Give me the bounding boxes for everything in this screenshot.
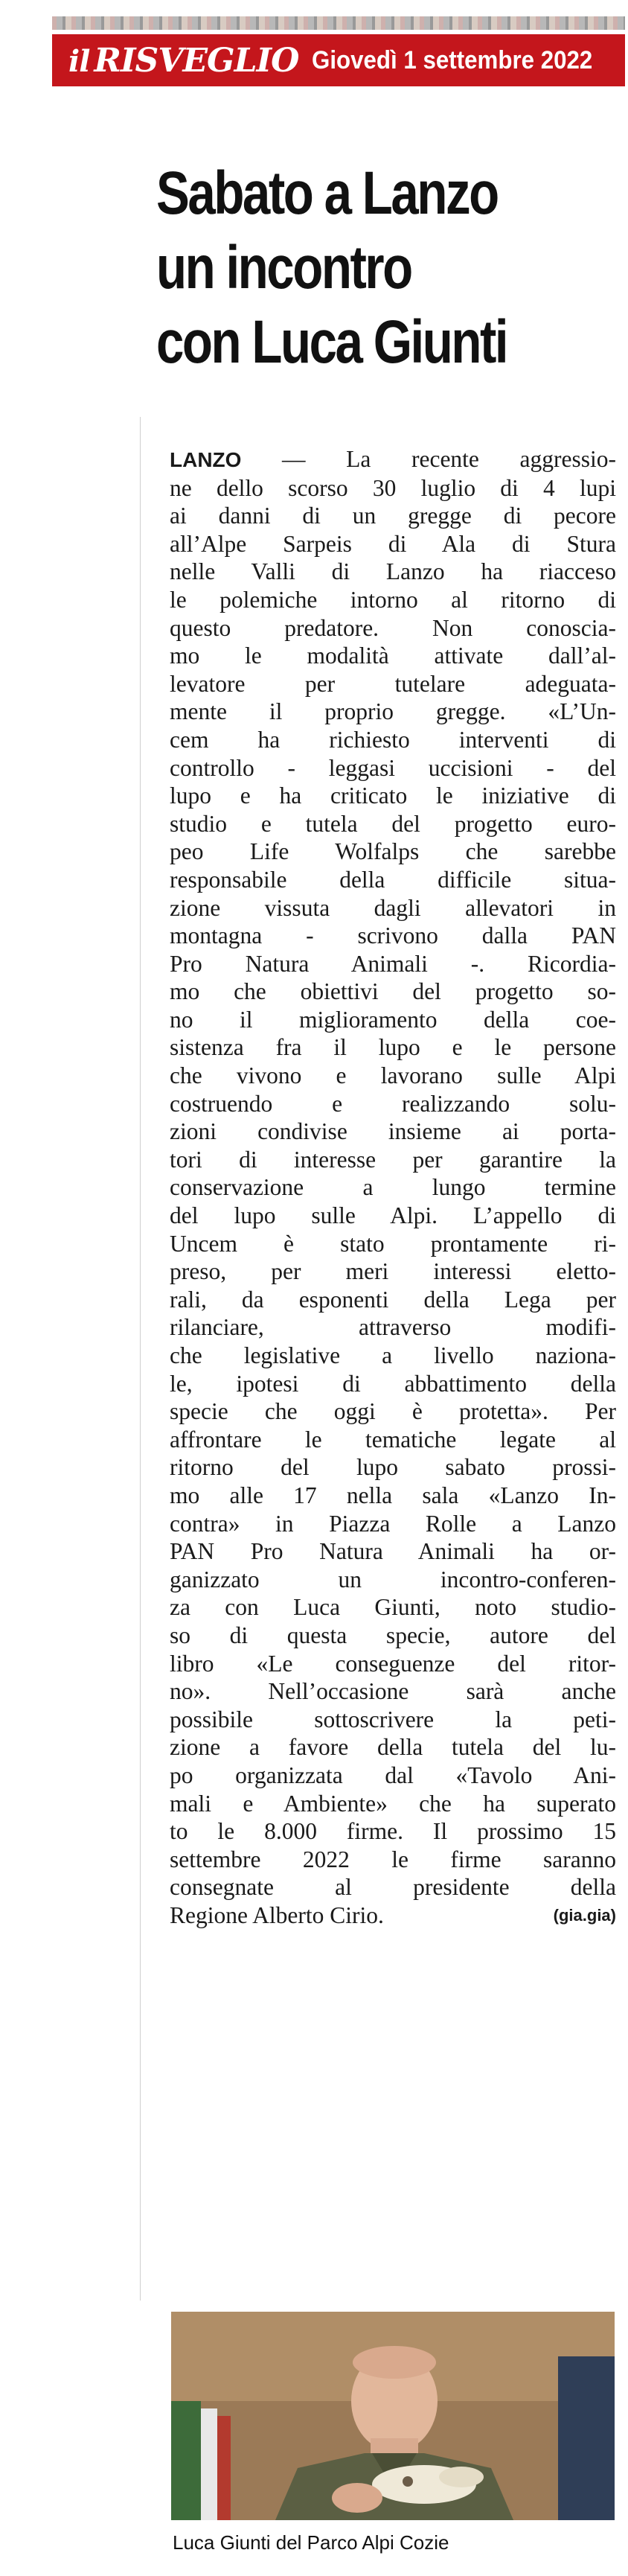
article-line: all’Alpe Sarpeis di Ala di Stura [170, 530, 616, 557]
author-signature: (gia.gia) [553, 1905, 616, 1925]
article-line: peo Life Wolfalps che sarebbe [170, 838, 616, 865]
article-line: studio e tutela del progetto euro- [170, 810, 616, 837]
issue-date: Giovedì 1 settembre 2022 [312, 45, 593, 74]
article-line: zioni condivise insieme ai porta- [170, 1118, 616, 1145]
article-line: po organizzata dal «Tavolo Ani- [170, 1762, 616, 1788]
article-line: za con Luca Giunti, noto studio- [170, 1594, 616, 1621]
article-photo [171, 2312, 615, 2520]
article-line: so di questa specie, autore del [170, 1622, 616, 1648]
article-line: ganizzato un incontro-conferen- [170, 1566, 616, 1593]
article-line: del lupo sulle Alpi. L’appello di [170, 1202, 616, 1229]
article-line: preso, per meri interessi eletto- [170, 1258, 616, 1285]
article-line: responsabile della difficile situa- [170, 866, 616, 893]
article-line: mo le modalità attivate dall’al- [170, 643, 616, 669]
article-line: rilanciare, attraverso modifi- [170, 1314, 616, 1341]
top-decorative-strip [52, 16, 625, 30]
article-line: lupo e ha criticato le iniziative di [170, 782, 616, 809]
article-line: Uncem è stato prontamente ri- [170, 1230, 616, 1257]
article-line: conservazione a lungo termine [170, 1174, 616, 1201]
article-line: costruendo e realizzando solu- [170, 1090, 616, 1117]
article-line: controllo - leggasi uccisioni - del [170, 754, 616, 781]
article-line: cem ha richiesto interventi di [170, 726, 616, 753]
article-line: mente il proprio gregge. «L’Un- [170, 698, 616, 725]
headline-line: Sabato a Lanzo [156, 159, 498, 227]
article-line: mo alle 17 nella sala «Lanzo In- [170, 1482, 616, 1508]
headline-line: un incontro [156, 234, 411, 302]
article-line: libro «Le conseguenze del ritor- [170, 1650, 616, 1677]
article-line: no». Nell’occasione sarà anche [170, 1678, 616, 1705]
article-body [170, 445, 616, 1929]
article-line: PAN Pro Natura Animali ha or- [170, 1538, 616, 1565]
article-line: no il miglioramento della coe- [170, 1006, 616, 1033]
article-line: ai danni di un gregge di pecore [170, 503, 616, 529]
article-line: le polemiche intorno al ritorno di [170, 586, 616, 613]
article-line: rali, da esponenti della Lega per [170, 1286, 616, 1313]
article-line: affrontare le tematiche legate al [170, 1426, 616, 1453]
photo-illustration [171, 2312, 615, 2520]
headline-line: con Luca Giunti [156, 308, 507, 376]
article-line: le, ipotesi di abbattimento della [170, 1370, 616, 1397]
article-line: questo predatore. Non conoscia- [170, 614, 616, 641]
column-rule [140, 417, 141, 2301]
article-headline [156, 156, 618, 380]
logo-name: RISVEGLIO [94, 41, 299, 80]
logo-prefix: il [68, 43, 90, 79]
masthead [52, 34, 625, 86]
article-line: possibile sottoscrivere la peti- [170, 1706, 616, 1732]
newspaper-logo [68, 42, 298, 80]
article-line: settembre 2022 le firme saranno [170, 1846, 616, 1872]
article-line: zione vissuta dagli allevatori in [170, 894, 616, 921]
article-line: levatore per tutelare adeguata- [170, 670, 616, 697]
article-line: montagna - scrivono dalla PAN [170, 922, 616, 949]
article-line: ne dello scorso 30 luglio di 4 lupi [170, 474, 616, 501]
article-line: Pro Natura Animali -. Ricordia- [170, 950, 616, 977]
article-line: che legislative a livello naziona- [170, 1342, 616, 1368]
photo-caption: Luca Giunti del Parco Alpi Cozie [173, 2531, 449, 2554]
article-line: zione a favore della tutela del lu- [170, 1734, 616, 1761]
body-lines [170, 474, 616, 1901]
article-line: to le 8.000 firme. Il prossimo 15 [170, 1818, 616, 1845]
dateline: LANZO [170, 448, 242, 471]
article-line: nelle Valli di Lanzo ha riacceso [170, 558, 616, 585]
article-line: mo che obiettivi del progetto so- [170, 978, 616, 1005]
last-line-text: Regione Alberto Cirio. [170, 1901, 384, 1928]
article-line: contra» in Piazza Rolle a Lanzo [170, 1510, 616, 1537]
article-line: che vivono e lavorano sulle Alpi [170, 1062, 616, 1089]
article-line: ritorno del lupo sabato prossi- [170, 1454, 616, 1481]
article-line: tori di interesse per garantire la [170, 1146, 616, 1173]
article-line: consegnate al presidente della [170, 1874, 616, 1901]
article-first-line [170, 445, 616, 474]
article-last-line [170, 1901, 616, 1930]
article-line: specie che oggi è protetta». Per [170, 1398, 616, 1425]
article-line: mali e Ambiente» che ha superato [170, 1790, 616, 1817]
article-line: sistenza fra il lupo e le persone [170, 1034, 616, 1061]
first-line-text: — La recente aggressio- [241, 446, 616, 472]
